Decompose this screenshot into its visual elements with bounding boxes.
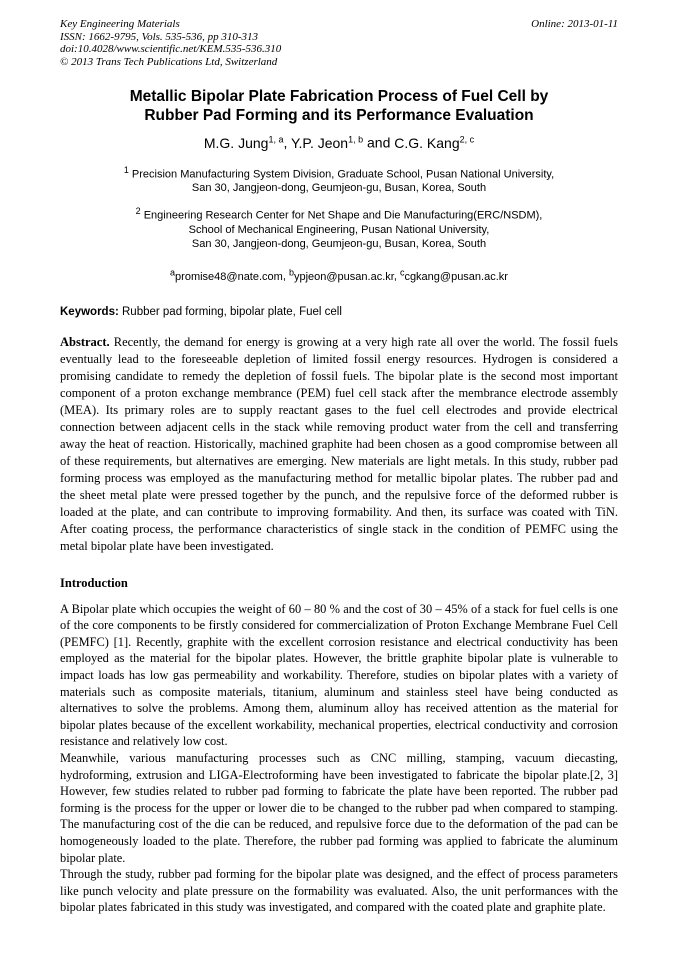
paper-title-line2: Rubber Pad Forming and its Performance Evaluation [144,107,534,124]
affiliation-1-line2: San 30, Jangjeon-dong, Geumjeon-gu, Busan, Korea, South [191,182,487,195]
keywords-line [60,305,618,319]
affiliation-1-superscript: 1 [123,164,129,175]
authors-line [60,130,618,153]
author-1: M.G. Jung$^{1, a}$ [203,134,284,151]
abstract-text: Recently, the demand for energy is growing at a very high rate all over the world. The fossil fuels eventually lead to the foreseeable depletion of limited fossil energy resources. Hydrogen is considered a promising candidate to remedy the depletion of fossil fuels. The bipolar plate is the second most important component of a proton exchange membrance (PEM) fuel cell stack after the membrance electrode assembly (MEA). Its primary roles are to supply reactant gases to the fuel cell electrodes and provide electrical connection between adjacent cells in the stack while removing product water from the cell and transferring away the heat of reaction. Historically, machined graphite had been chosen as a good compromise between all of these requirements, but alternatives are emerging. New materials are light metals. In this study, rubber pad forming process was employed as the manufacturing method for metallic bipolar plates. The rubber pad and the sheet metal plate were pressed together by the punch, and the repulsive force of the deformed rubber is loaded at the plate, and can contribute to improving formability. And then, its surface was coated with TiN. After coating process, the performance characteristics of single stack in the condition of PEMFC using the metal bipolar plate have been investigated. [60,334,618,553]
author-3: C.G. Kang$^{2, c}$ [394,134,475,151]
affiliation-2 [60,204,618,251]
email-c: $^c$cgkang@pusan.ac.kr [399,266,508,283]
author-separator-2: and [363,134,395,151]
journal-header [60,18,618,68]
email-a: $^a$promise48@nate.com [170,266,283,283]
keywords-text: Rubber pad forming, bipolar plate, Fuel cell [118,305,342,318]
journal-name: Key Engineering Materials [60,18,180,30]
affiliation-2-line2: School of Mechanical Engineering, Pusan National University, [188,223,490,236]
email-a-superscript: a [170,266,176,277]
copyright-line: © 2013 Trans Tech Publications Ltd, Switzerland [60,55,278,68]
paper-title-line1: Metallic Bipolar Plate Fabrication Process of Fuel Cell by [129,88,549,105]
email-b-superscript: b [288,266,294,277]
abstract-label: Abstract. [60,334,110,349]
introduction-paragraph-3: Through the study, rubber pad forming for the bipolar plate was designed, and the effect of process parameters like punch velocity and plate pressure on the formability was evaluated. Also, the unit performances with the bipolar plates fabricated in this study was investigated, and compared with the coated plate and graphite plate. [60,867,618,915]
author-1-superscript: 1, a [268,134,284,144]
affiliation-2-line1: $^2$ Engineering Research Center for Net Shape and Die Manufacturing(ERC/NSDM), [135,206,543,222]
affiliation-1-line1: $^1$ Precision Manufacturing System Division, Graduate School, Pusan National University, [123,164,555,181]
email-b: $^b$ypjeon@pusan.ac.kr [288,266,394,283]
author-2: Y.P. Jeon$^{1, b}$ [291,134,364,151]
issn-line: ISSN: 1662-9795, Vols. 535-536, pp 310-313 [60,30,258,43]
affiliation-2-superscript: 2 [135,206,141,217]
online-date: Online: 2013-01-11 [531,18,618,30]
introduction-paragraph-1: A Bipolar plate which occupies the weight of 60 – 80 % and the cost of 30 – 45% of a stack for fuel cells is one of the core components to be firstly considered for commercialization of Proton Exchange Membrane Fuel Cell (PEMFC) [1]. Recently, graphite with the excellent corrosion resistance and electrical conductivity has been employed as the material for the bipolar plates. However, the brittle graphite bipolar plate is vulnerable to impact loads has low gas permeability and workability. Therefore, studies on bipolar plates with a variety of materials such as composite materials, titanium, aluminum and stainless steel have being conducted as alternatives to solve the problems. Among them, aluminum alloy has received attention as the material for bipolar plates because of the excellent workability, mechanical properties, electrical conductivity and corrosion resistance and relatively low cost. [60,601,618,749]
paper-title [60,87,618,125]
abstract [60,334,618,555]
email-c-superscript: c [399,266,405,277]
author-3-superscript: 2, c [459,134,475,144]
affiliation-2-line3: San 30, Jangjeon-dong, Geumjeon-gu, Busan, Korea, South [191,237,487,250]
author-separator-1: , [283,134,291,151]
keywords-label: Keywords: [60,305,119,318]
journal-citation-block [60,18,281,68]
introduction-paragraph-2: Meanwhile, various manufacturing processes such as CNC milling, stamping, vacuum diecasting, hydroforming, extrusion and LIGA-Electroforming have been investigated to fabricate the bipolar plate.[2, 3] However, few studies related to rubber pad forming to fabricate the plate have been reported. The rubber pad forming is the process for the upper or lower die to be changed to the rubber pad when compared to stamping. The manufacturing cost of the die can be reduced, and repulsive force due to the deformation of the pad can be homogeneously loaded to the plate. Therefore, the rubber pad forming was applied to fabricate the aluminum bipolar plate. [60,750,618,865]
author-emails: $^a$promise48@nate.com, $^b$ypjeon@pusan.ac.kr, $^c$cgkang@pusan.ac.kr [170,266,508,283]
doi-line: doi:10.4028/www.scientific.net/KEM.535-536.310 [60,43,282,55]
author-2-superscript: 1, b [348,134,364,144]
introduction-heading: Introduction [60,575,128,590]
affiliation-1 [60,163,618,196]
